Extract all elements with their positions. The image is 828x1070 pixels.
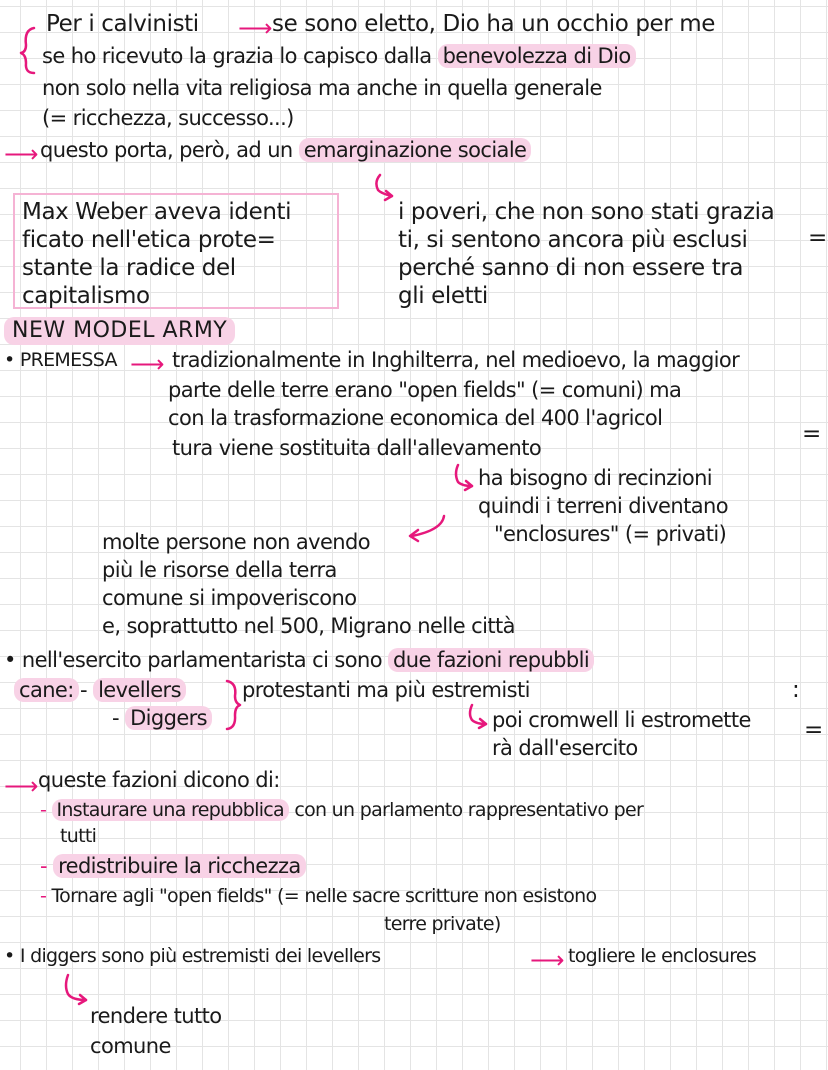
dicono-item-2: - redistribuire la ricchezza	[40, 852, 306, 880]
dicono-item-1: - Instaurare una repubblica con un parlamento rappresentativo per	[40, 799, 644, 821]
diggers-line-1b: togliere le enclosures	[568, 945, 757, 967]
dicono-item-3-cont: terre private)	[384, 913, 501, 935]
arrow-icon: ⟶	[4, 772, 39, 800]
dicono-item-3: - Tornare agli "open fields" (= nelle sacre scritture non esistono	[40, 885, 597, 907]
persone-text: molte persone non avendo più le risorse della terra comune si impoveriscono e, soprattutto nel 500, Migrano nelle città	[102, 530, 515, 638]
poveri-text: i poveri, che non sono stati grazia ti, si sentono ancora più esclusi perché sanno di non essere tra gli eletti	[398, 199, 775, 309]
intro-line-1b: se sono eletto, Dio ha un occhio per me	[272, 11, 715, 37]
intro-line-4: (= ricchezza, successo...)	[42, 106, 294, 130]
premessa-line-4: tura viene sostituita dall'allevamento	[172, 436, 542, 460]
protestanti-text: protestanti ma più estremisti	[242, 678, 530, 702]
curved-arrow-icon	[62, 972, 92, 1008]
recinzioni-text: ha bisogno di recinzioni quindi i terreni diventano "enclosures" (= privati)	[478, 466, 728, 546]
intro-line-2: se ho ricevuto la grazia lo capisco dalla benevolezza di Dio	[42, 42, 636, 70]
intro-line-5: questo porta, però, ad un emarginazione sociale	[40, 136, 531, 164]
left-brace-icon	[18, 25, 38, 75]
dicono-title: queste fazioni dicono di:	[38, 768, 280, 792]
curved-arrow-icon	[452, 462, 478, 496]
colon-mark: :	[792, 677, 800, 703]
diggers-line-2: rendere tutto	[90, 1004, 222, 1028]
diggers-line-3: comune	[90, 1034, 171, 1058]
weber-text: Max Weber aveva identi ficato nell'etica prote= stante la radice del capitalismo	[22, 199, 292, 309]
cromwell-line-2: rà dall'esercito	[492, 736, 638, 760]
premessa-label: • PREMESSA	[4, 349, 117, 371]
intro-line-1: Per i calvinisti	[46, 11, 199, 37]
dicono-item-1-cont: tutti	[60, 825, 97, 847]
premessa-line-3: con la trasformazione economica del 400 l'agricol	[168, 406, 663, 430]
diggers-line-1: • I diggers sono più estremisti dei levellers	[4, 945, 381, 967]
section-heading: NEW MODEL ARMY	[4, 317, 235, 345]
equals-mark: =	[802, 421, 821, 447]
arrow-icon: ⟶	[130, 350, 165, 378]
curved-arrow-icon	[466, 702, 492, 732]
arrow-icon: ⟶	[530, 946, 565, 974]
premessa-line-1: tradizionalmente in Inghilterra, nel medioevo, la maggior	[172, 348, 740, 372]
diggers-item: - Diggers	[112, 704, 212, 732]
premessa-line-2: parte delle terre erano "open fields" (= comuni) ma	[168, 378, 682, 402]
fazioni-line-2: cane:	[14, 676, 79, 704]
arrow-icon: ⟶	[4, 140, 39, 168]
arrow-icon: ⟶	[238, 14, 273, 42]
equals-mark: =	[808, 225, 827, 251]
curved-arrow-icon	[372, 172, 398, 206]
cromwell-line-1: poi cromwell li estromette	[492, 708, 751, 732]
equals-mark: =	[804, 717, 823, 743]
right-brace-icon	[224, 678, 242, 732]
levellers-item: - levellers	[80, 676, 186, 704]
fazioni-line-1: • nell'esercito parlamentarista ci sono due fazioni repubbli	[4, 646, 594, 674]
intro-line-3: non solo nella vita religiosa ma anche in quella generale	[42, 76, 602, 100]
